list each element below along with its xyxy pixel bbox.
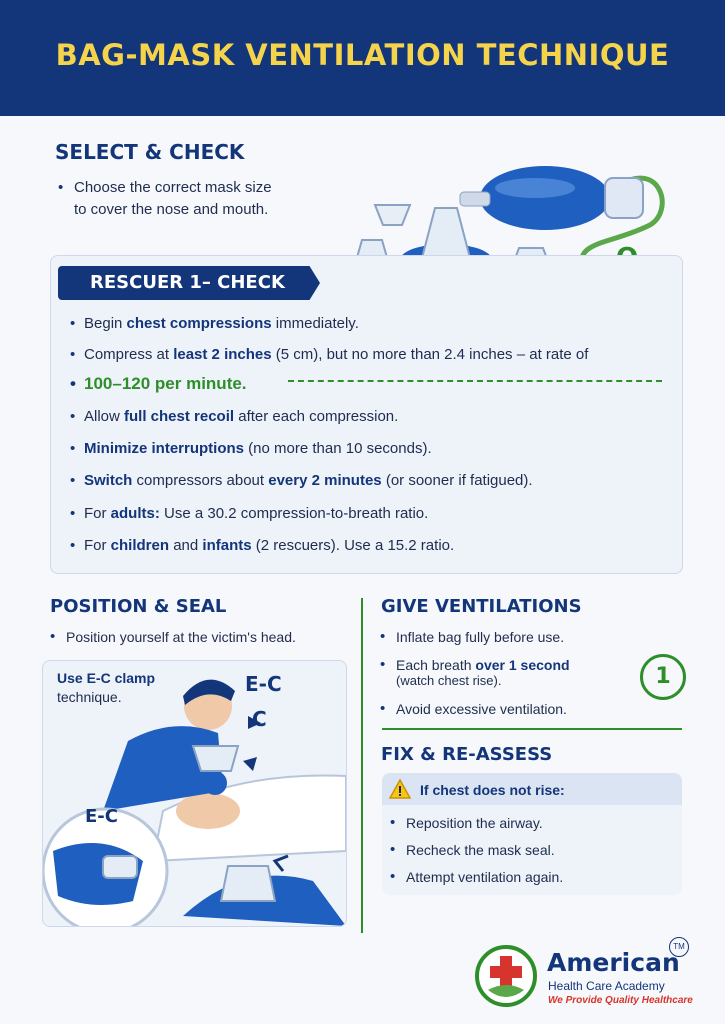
column-divider xyxy=(361,598,363,933)
small-mask-icon xyxy=(375,205,410,225)
fix-warning-text: If chest does not rise: xyxy=(420,782,565,798)
position-seal-heading: POSITION & SEAL xyxy=(50,596,227,617)
patient-head xyxy=(176,793,240,829)
fix-item: • Recheck the mask seal. xyxy=(406,840,555,860)
fix-item: • Reposition the airway. xyxy=(406,813,543,833)
mask-on-face xyxy=(193,746,238,771)
rescuer-item: • Allow full chest recoil after each compression. xyxy=(84,408,398,425)
rate-dashed-line xyxy=(288,380,662,382)
rescuer-item: • For children and infants (2 rescuers). Use a 15.2 ratio. xyxy=(84,537,454,554)
ec-label-inset: E-C xyxy=(85,806,118,827)
rescuer-item: • Minimize interruptions (no more than 10 seconds). xyxy=(84,440,432,457)
page-title: BAG-MASK VENTILATION TECHNIQUE xyxy=(55,38,670,72)
trademark-badge: TM xyxy=(669,937,689,957)
section-divider xyxy=(382,728,682,730)
warning-icon xyxy=(389,779,411,799)
give-ventilations-heading: GIVE VENTILATIONS xyxy=(381,596,582,617)
rescuer-title: RESCUER 1– CHECK xyxy=(90,272,285,293)
vent-bullet-3: • Avoid excessive ventilation. xyxy=(396,699,567,719)
c-label: C xyxy=(252,707,267,731)
select-bullet-line2: to cover the nose and mouth. xyxy=(74,201,269,218)
academy-logo-icon xyxy=(474,944,538,1008)
rescuer-item: • Compress at least 2 inches (5 cm), but no more than 2.4 inches – at rate of xyxy=(84,346,588,363)
select-check-heading: SELECT & CHECK xyxy=(55,140,245,164)
logo-subtitle: Health Care Academy xyxy=(548,979,665,993)
rescuer-rate: • 100–120 per minute. xyxy=(84,374,247,394)
select-bullet-line1: • Choose the correct mask size xyxy=(74,178,272,198)
ec-panel-line2: technique. xyxy=(57,689,122,705)
vent-bullet-2: • Each breath over 1 second xyxy=(396,655,570,675)
valve-assembly xyxy=(605,178,643,218)
rescuer-item: • For adults: Use a 30.2 compression-to-breath ratio. xyxy=(84,505,428,522)
arrow-icon xyxy=(275,856,288,871)
ec-panel-line1: Use E-C clamp xyxy=(57,670,156,686)
ec-label-top: E-C xyxy=(245,672,282,696)
position-bullet: • Position yourself at the victim's head. xyxy=(66,627,296,647)
glove-icon xyxy=(203,771,227,795)
rescuer-item: • Begin chest compressions immediately. xyxy=(84,315,359,332)
fix-item: • Attempt ventilation again. xyxy=(406,867,563,887)
one-second-badge: 1 xyxy=(640,654,686,700)
inset-mask xyxy=(103,856,137,878)
logo-name: American xyxy=(547,948,680,977)
fix-reassess-heading: FIX & RE-ASSESS xyxy=(381,744,553,765)
arrow-icon xyxy=(243,757,257,771)
logo-tagline: We Provide Quality Healthcare xyxy=(548,995,693,1006)
vent-bullet-2-sub: (watch chest rise). xyxy=(396,673,502,688)
ventilation-bag xyxy=(480,166,610,230)
rescuer-item: • Switch compressors about every 2 minutes (or sooner if fatigued). xyxy=(84,472,533,489)
bottom-mask xyxy=(221,866,275,901)
vent-bullet-1: • Inflate bag fully before use. xyxy=(396,627,564,647)
